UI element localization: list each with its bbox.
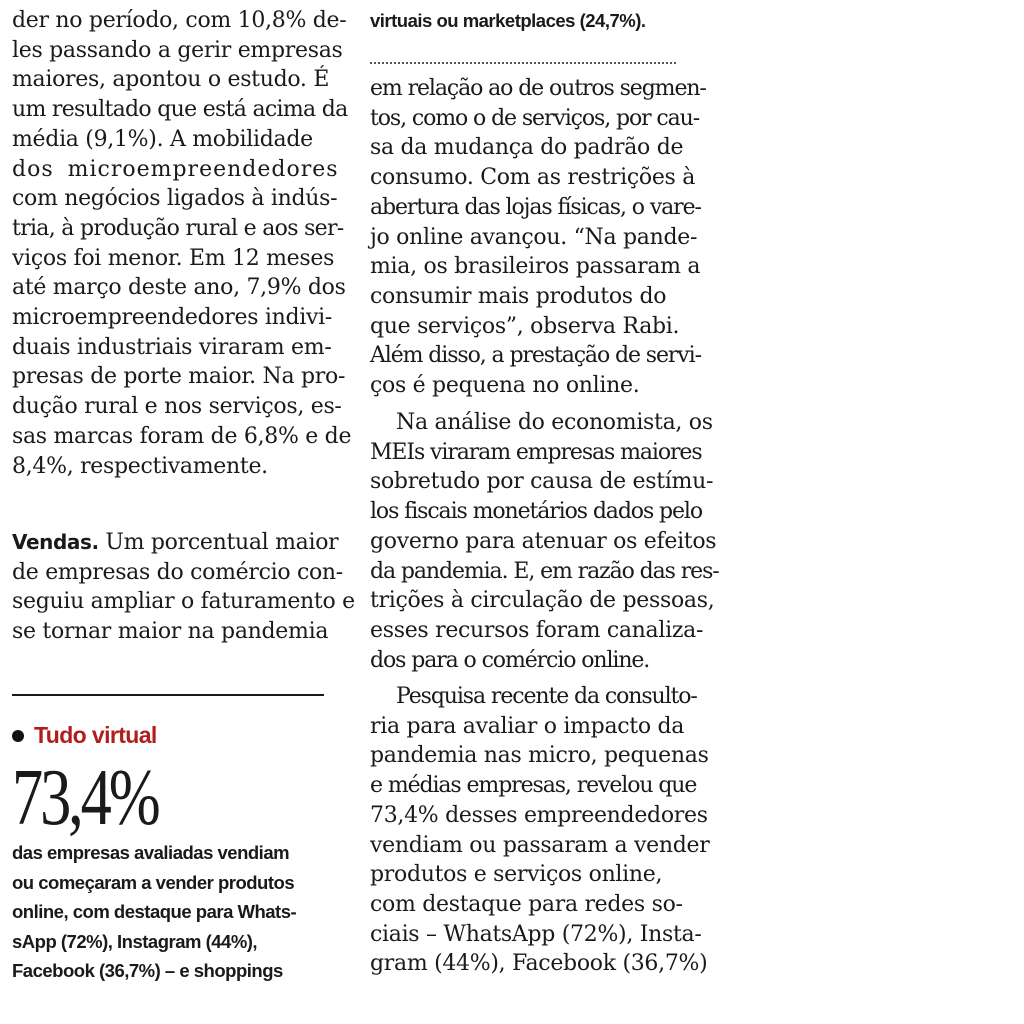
- left-paragraph-2: [12, 528, 355, 647]
- text-line: gram (44%), Facebook (36,7%): [370, 951, 708, 977]
- box-description: [12, 838, 324, 986]
- section-kicker: Vendas.: [12, 530, 99, 554]
- text-line: los fiscais monetários dados pelo: [370, 499, 703, 525]
- box-big-number: 73,4%: [12, 754, 158, 842]
- text-line: que serviços”, observa Rabi.: [370, 313, 680, 339]
- text-line: até março deste ano, 7,9% dos: [12, 275, 346, 301]
- text-line: abertura das lojas físicas, o vare-: [370, 194, 701, 220]
- text-line: em relação ao de outros segmen-: [370, 76, 706, 101]
- text-line: Além disso, a prestação de servi-: [370, 343, 701, 369]
- text-line: sas marcas foram de 6,8% e de: [12, 423, 352, 449]
- text-line: maiores, apontou o estudo. É: [12, 67, 330, 93]
- right-paragraph-1: [370, 74, 706, 401]
- box-top-rule: [12, 694, 324, 696]
- text-line: e médias empresas, revelou que: [370, 773, 697, 799]
- text-line: vendiam ou passaram a vender: [370, 832, 710, 858]
- right-paragraph-3: [370, 682, 710, 979]
- text-line: duais industriais viraram em-: [12, 334, 332, 360]
- text-line: online, com destaque para Whats-: [12, 901, 297, 922]
- text-line: da pandemia. E, em razão das res-: [370, 558, 719, 584]
- text-line: 73,4% desses empreendedores: [370, 802, 708, 828]
- text-line: ria para avaliar o impacto da: [370, 713, 685, 739]
- text-line: das empresas avaliadas vendiam: [12, 842, 290, 863]
- text-line: consumo. Com as restrições à: [370, 165, 696, 191]
- text-line: produtos e serviços online,: [370, 862, 663, 888]
- text-line: sApp (72%), Instagram (44%),: [12, 930, 258, 952]
- box-title-text: Tudo virtual: [34, 722, 157, 748]
- text-line: trições à circulação de pessoas,: [370, 588, 715, 614]
- text-line: com negócios ligados à indús-: [12, 186, 338, 212]
- text-line: sobretudo por causa de estímu-: [370, 469, 714, 495]
- text-line: les passando a gerir empresas: [12, 37, 343, 63]
- text-line: seguiu ampliar o faturamento e: [12, 589, 355, 615]
- text-line: governo para atenuar os efeitos: [370, 528, 717, 554]
- text-fragment: Um porcentual maior: [98, 530, 339, 555]
- text-line: viços foi menor. Em 12 meses: [12, 245, 335, 271]
- text-line: dução rural e nos serviços, es-: [12, 394, 342, 420]
- text-line: ou começaram a vender produtos: [12, 871, 295, 893]
- text-line: pandemia nas micro, pequenas: [370, 743, 709, 769]
- text-line: ços é pequena no online.: [370, 373, 640, 399]
- text-line: tria, à produção rural e aos ser-: [12, 215, 344, 241]
- left-paragraph-1: [12, 6, 352, 481]
- text-line: microempreendedores indivi-: [12, 305, 333, 331]
- box-title: [12, 722, 157, 749]
- text-line: der no período, com 10,8% de-: [12, 8, 347, 33]
- box-continuation: virtuais ou marketplaces (24,7%).: [370, 10, 646, 31]
- text-line: de empresas do comércio con-: [12, 559, 343, 585]
- text-line: um resultado que está acima da: [12, 97, 348, 123]
- text-line: Facebook (36,7%) – e shoppings: [12, 960, 283, 981]
- text-line: jo online avançou. “Na pande-: [370, 224, 698, 250]
- text-line: 8,4%, respectivamente.: [12, 453, 268, 479]
- text-line: consumir mais produtos do: [370, 283, 667, 309]
- text-line: com destaque para redes so-: [370, 891, 683, 917]
- text-line: presas de porte maior. Na pro-: [12, 364, 346, 390]
- text-line: Pesquisa recente da consulto-: [396, 684, 697, 709]
- bullet-icon: [12, 730, 24, 742]
- text-line: média (9,1%). A mobilidade: [12, 126, 313, 152]
- text-line: esses recursos foram canaliza-: [370, 617, 704, 643]
- text-line: se tornar maior na pandemia: [12, 619, 329, 645]
- text-line: dos microempreendedores: [12, 156, 339, 182]
- text-line: MEIs viraram empresas maiores: [370, 439, 702, 465]
- text-line: mia, os brasileiros passaram a: [370, 254, 701, 280]
- text-line: Na análise do economista, os: [396, 410, 713, 435]
- text-line: ciais – WhatsApp (72%), Insta-: [370, 921, 702, 947]
- dotted-divider: [370, 62, 676, 64]
- text-line: tos, como o de serviços, por cau-: [370, 105, 700, 131]
- text-line: [12, 528, 339, 558]
- text-line: dos para o comércio online.: [370, 647, 650, 673]
- text-line: sa da mudança do padrão de: [370, 135, 684, 161]
- right-paragraph-2: [370, 408, 719, 675]
